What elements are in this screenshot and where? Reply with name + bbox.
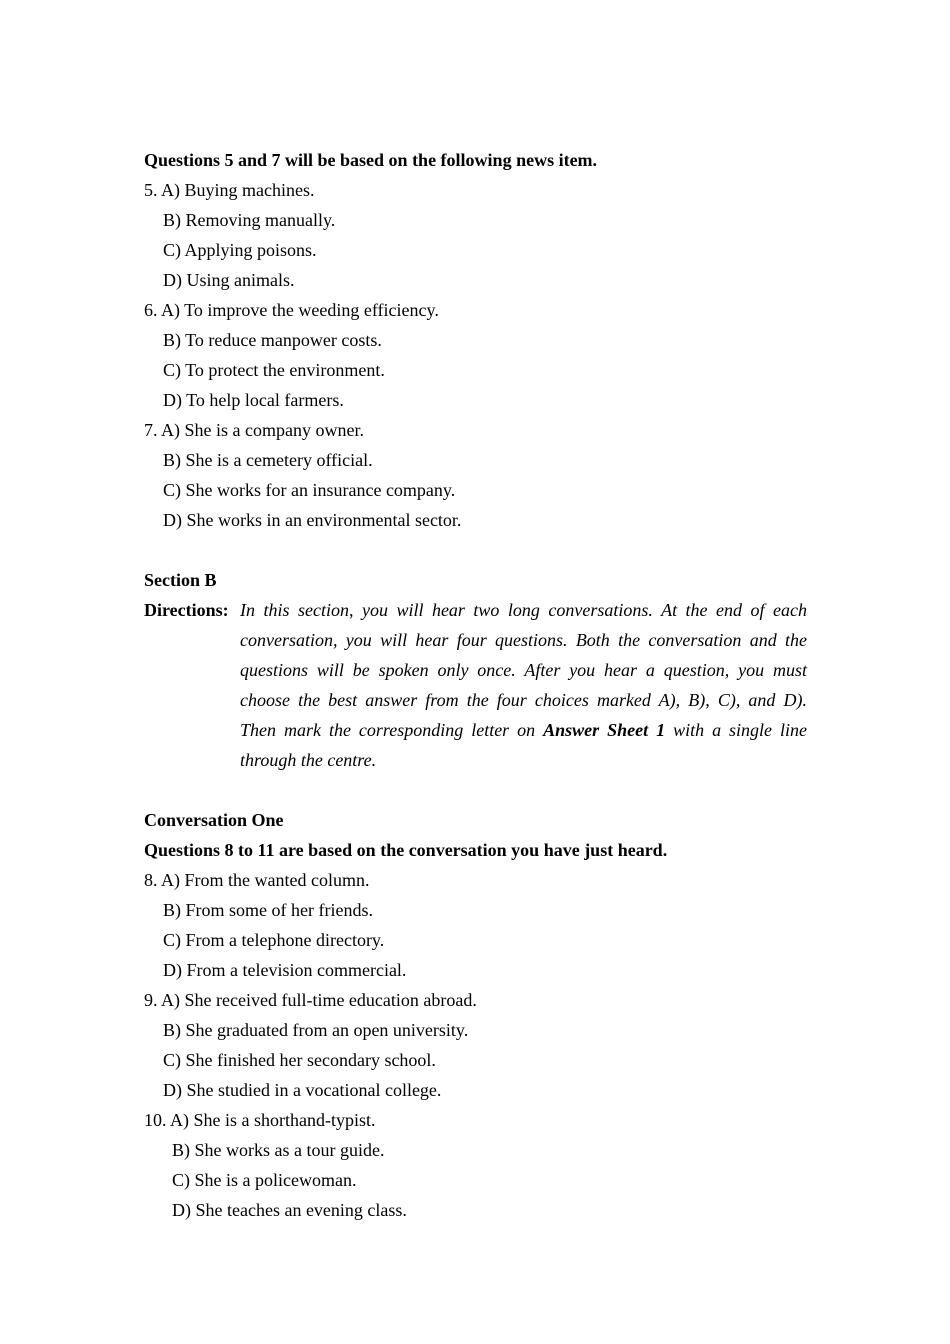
conversation-one-title: Conversation One xyxy=(144,810,284,830)
question-10 xyxy=(144,1105,824,1225)
q10-option-b: B) She works as a tour guide. xyxy=(172,1140,385,1160)
directions-line-5-pre: Then mark the corresponding letter on xyxy=(240,720,544,740)
question-5 xyxy=(144,175,824,295)
directions-line-2: conversation, you will hear four questions. Both the conversation and the xyxy=(240,630,807,650)
question-8 xyxy=(144,865,824,985)
q8-option-d: D) From a television commercial. xyxy=(163,960,407,980)
q10-option-d: D) She teaches an evening class. xyxy=(172,1200,407,1220)
q9-option-c: C) She finished her secondary school. xyxy=(163,1050,436,1070)
question-6 xyxy=(144,295,824,415)
q10-option-a: 10. A) She is a shorthand-typist. xyxy=(144,1110,376,1130)
q9-option-b: B) She graduated from an open university. xyxy=(163,1020,469,1040)
q8-option-b: B) From some of her friends. xyxy=(163,900,373,920)
q5-option-a: 5. A) Buying machines. xyxy=(144,180,315,200)
directions-label: Directions: xyxy=(144,600,229,620)
q6-option-d: D) To help local farmers. xyxy=(163,390,344,410)
q8-option-a: 8. A) From the wanted column. xyxy=(144,870,370,890)
answer-sheet-reference: Answer Sheet 1 xyxy=(543,720,666,740)
news-item-heading: Questions 5 and 7 will be based on the following news item. xyxy=(144,150,598,170)
conversation-one-heading: Questions 8 to 11 are based on the conversation you have just heard. xyxy=(144,840,668,860)
directions-block xyxy=(144,595,824,775)
directions-line-5 xyxy=(240,715,807,745)
q5-option-c: C) Applying poisons. xyxy=(163,240,317,260)
directions-line-4: choose the best answer from the four choices marked A), B), C), and D). xyxy=(240,690,807,710)
directions-line-1: In this section, you will hear two long conversations. At the end of each xyxy=(240,600,807,620)
directions-line-5-post: with a single line xyxy=(665,720,807,740)
q7-option-b: B) She is a cemetery official. xyxy=(163,450,373,470)
q5-option-b: B) Removing manually. xyxy=(163,210,336,230)
question-9 xyxy=(144,985,824,1105)
q7-option-a: 7. A) She is a company owner. xyxy=(144,420,364,440)
q6-option-a: 6. A) To improve the weeding efficiency. xyxy=(144,300,439,320)
directions-line-6: through the centre. xyxy=(240,750,377,770)
q9-option-a: 9. A) She received full-time education abroad. xyxy=(144,990,477,1010)
question-7 xyxy=(144,415,824,535)
q8-option-c: C) From a telephone directory. xyxy=(163,930,385,950)
q5-option-d: D) Using animals. xyxy=(163,270,295,290)
q6-option-c: C) To protect the environment. xyxy=(163,360,385,380)
q10-option-c: C) She is a policewoman. xyxy=(172,1170,357,1190)
spacer xyxy=(144,535,824,565)
spacer xyxy=(144,775,824,805)
q9-option-d: D) She studied in a vocational college. xyxy=(163,1080,442,1100)
directions-text xyxy=(240,595,807,775)
q6-option-b: B) To reduce manpower costs. xyxy=(163,330,382,350)
q7-option-c: C) She works for an insurance company. xyxy=(163,480,456,500)
directions-line-3: questions will be spoken only once. After you hear a question, you must xyxy=(240,660,807,680)
q7-option-d: D) She works in an environmental sector. xyxy=(163,510,462,530)
exam-page xyxy=(144,145,824,1225)
section-b-title: Section B xyxy=(144,570,217,590)
